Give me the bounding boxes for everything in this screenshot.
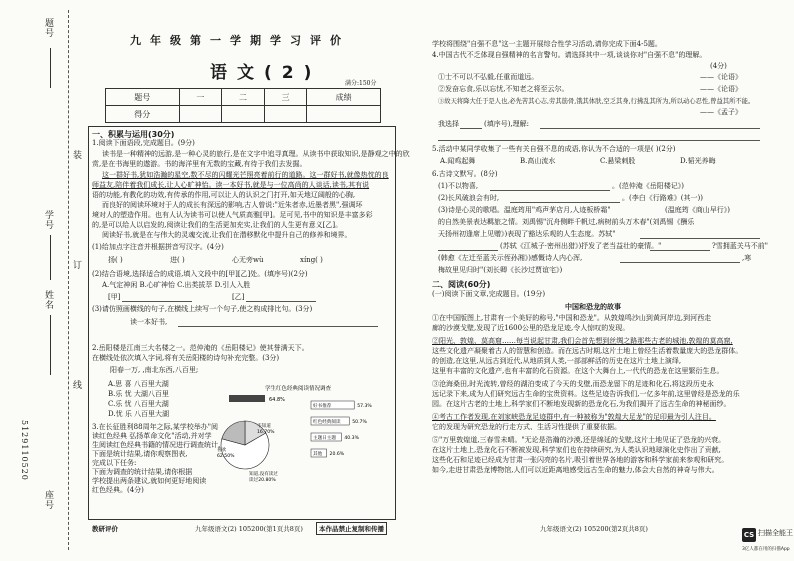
pinyin-item[interactable]: 扬( ) [108, 256, 123, 264]
cut-label-2: 订 [71, 260, 81, 270]
article-line: 如今,走进甘肃恐龙博物馆,人们可以近距离地感受远古生命的魅力,体会大自然的神奇与伟大。 [432, 466, 719, 474]
label-name: 姓名 [43, 290, 53, 310]
q1-3: (3)请仿照画横线的句子,在横线上续写一个句子,使之构成排比句。(3分) [92, 305, 313, 313]
q6-3d2: ?雪拥蓝关马不前" [712, 242, 768, 250]
q3-text: 生阅读红色经典书籍的情况进行调查统计, [92, 441, 221, 449]
pinyin-item[interactable]: 心无旁wù [232, 256, 264, 264]
score-cell[interactable] [307, 106, 381, 123]
score-row-label: 得分 [106, 106, 180, 123]
quote[interactable]: ②发奋忘食,乐以忘忧,不知老之将至云尔。 [438, 85, 569, 93]
chart-top-bar [229, 395, 265, 402]
answer-line[interactable] [246, 301, 316, 302]
q3-text: 学校提出两条建议,就如何更好地阅读 [92, 477, 207, 485]
article-line: 远记录下来,成为人们研究远古生命的宝贵资料。这些足迹告诉我们,一亿多年前,这里曾经是恐龙的乐 [432, 390, 740, 398]
article-line: 这里有丰富的文化遗产,也有丰富的化石资源。在这个大舞台上,一代代的恐龙在这里繁衍生息。 [432, 367, 724, 375]
q2-line2: 在横线处依次填入字词,将有关岳阳楼的诗句补充完整。(3分) [92, 354, 280, 362]
pie-label: 知道,没有读过 [249, 472, 279, 477]
pinyin-item[interactable]: 进( ) [170, 256, 185, 264]
q6-3e2: ,寒 [742, 254, 752, 262]
footer: 九年级语文(2) 105200(第2页共8页) [540, 525, 648, 533]
bar-value-label: 50.7% [352, 420, 367, 425]
q4: 4.中国古代不乏体现自强精神的名言警句。请选择其中一项,谈谈你对"自强不息"的理解。 [432, 51, 707, 59]
part1-heading: 一、积累与运用(30分) [92, 130, 175, 139]
bar-category: 好书推荐 [313, 404, 332, 409]
q1-3-start: 读一本好书, [130, 318, 168, 326]
label-student-id: 学号 [43, 210, 53, 230]
q4-score: (4分) [710, 62, 727, 70]
q2-option[interactable]: C.乐 忧 八百里大湖 [108, 400, 169, 408]
grade-title: 九年级第一学期学习评价 [130, 34, 350, 47]
answer-line[interactable] [460, 128, 482, 129]
q5-option[interactable]: B.高山流水 [520, 157, 556, 165]
q6-3d: (苏轼《江城子·密州出猎》)抒发了老当益壮的豪情。" [500, 242, 662, 250]
bar-category: 其他 [313, 452, 323, 457]
answer-line[interactable] [650, 250, 710, 251]
article-line: ③沧海桑田,时光流转,曾经的湖泊变成了今天的戈壁,而恐龙留下的足迹和化石,将这段历史永 [432, 380, 714, 388]
article-line: 它的发现为研究恐龙的行走方式、生活习性提供了重要依据。 [432, 423, 621, 431]
answer-line[interactable] [640, 238, 760, 239]
quote-source: ——《论语》 [700, 73, 742, 81]
score-table [105, 88, 381, 123]
quote[interactable]: ③故天将降大任于是人也,必先苦其心志,劳其筋骨,饿其体肤,空乏其身,行拂乱其所为,所以动心忍性,曾益其所不能。 [438, 98, 755, 105]
q5: 5.活动中某同学收集了一些有关自强不息的成语,你认为不合适的一项是( )(2分) [432, 145, 676, 153]
passage-line: 语的功能,有教化的功效,有传承的作用,可以让人的认识之门打开,如天地辽阔般的心胸, [92, 191, 356, 199]
score-cell[interactable] [264, 106, 307, 123]
pie-value: 读过20.80% [249, 478, 276, 483]
binding-sidebar [0, 0, 80, 561]
article-line: ②阳光、敦煌、莫高窟……每当说起甘肃,我们会首先想到丝绸之路那些古老的城池,敦煌的莫高窟, [432, 337, 733, 345]
q6: 6.古诗文默写。(8分) [432, 170, 498, 178]
pie-label: 不知道 [257, 424, 271, 429]
part2-sub: (一)阅读下面文章,完成题目。(19分) [432, 290, 546, 298]
pie-value: 62.50% [217, 454, 235, 459]
q1-2: (2)结合语境,选择适合的成语,填入文段中的[甲][乙]处。(填序号)(2分) [92, 270, 308, 278]
quote[interactable]: ①士不可以不弘毅,任重而道远。 [438, 73, 539, 81]
answer-line[interactable] [122, 301, 192, 302]
q6-3f: 梅故里见归时"(刘长卿《长沙过贾谊宅》) [438, 266, 563, 274]
blank-jia[interactable]: [甲] [108, 293, 121, 301]
answer-line[interactable] [490, 190, 610, 191]
score-head: 三 [264, 89, 307, 106]
article-line: 廊的沙漠戈壁,发现了近1600公里的恐龙足迹,令人惊叹的发现。 [432, 324, 630, 332]
q3-text: 3.在长征胜利88周年之际,某学校举办"阅 [92, 423, 219, 431]
q3-text: 下面为调查的统计结果,请你根据 [92, 468, 193, 476]
footer-mid: 九年级语文(2) 105200(第1页共8页) [195, 525, 303, 533]
answer-line[interactable] [438, 140, 760, 141]
q2-couplet: 阳春一万, ,南北东西,八百里; [110, 366, 199, 374]
scan-brand: 扫描全能王 [758, 529, 793, 537]
article-line: 园。在这片古老的土地上,科学家们不断地发现新的恐龙化石,为我们揭开了远古生命的神秘面纱。 [432, 400, 731, 408]
score-head: 题号 [106, 89, 180, 106]
bar-value-label: 40.3% [344, 436, 359, 441]
q6-2-src: 。(李白《行路难》(其一)) [622, 194, 703, 202]
cut-label-1: 装 [71, 150, 81, 160]
article-line: ⑤"万里敦煌道,三春雪未晴。"无论是浩瀚的沙漠,还是绵延的戈壁,这片土地见证了恐龙的兴衰。 [432, 436, 726, 444]
label-seat: 座号 [43, 490, 53, 510]
pie-label: 喜欢 [217, 448, 227, 453]
q3-text: 下面是统计结果,请你观察图表, [92, 450, 188, 458]
q5-option[interactable]: A.闻鸡起舞 [440, 157, 476, 165]
blank-yi[interactable]: [乙] [232, 293, 245, 301]
passage-line: 赏,是在书海里的遨游。书的海洋里有无数的宝藏,有待于我们去发掘。 [92, 160, 307, 168]
q3-text: 完成以下任务: [92, 459, 137, 467]
bar-category: 主题日主题 [313, 436, 336, 441]
cut-line [68, 10, 69, 550]
q6-3a: (3)诗是心灵的歌唱。温庭筠用"鸡声茅店月,人迹板桥霜" [438, 206, 611, 214]
bar-category: 红色经典阅读 [313, 420, 341, 425]
q6-1: (1)不以物喜, [438, 182, 479, 190]
subject-title: 语文(2) [210, 63, 322, 83]
full-score: 满分:150分 [345, 80, 377, 87]
survey-chart [215, 383, 395, 493]
intro: 学校将围绕"自强不息"这一主题开展综合性学习活动,请你完成下面4-5题。 [432, 40, 662, 48]
survey-chart-svg [215, 383, 395, 493]
article-line: ④考古工作者发现,在刘家峡恐龙足迹群中,有一种被称为"敦煌大足龙"的足印最为引人注目。 [432, 413, 716, 421]
cut-label-3: 线 [71, 380, 81, 390]
footer-left: 教研评价 [92, 525, 118, 533]
barcode-number: 5129110520 [20, 420, 29, 481]
article-line: 这些化石和足迹已经成为甘肃一张闪亮的名片,吸引着世界各地的游客和科学家前来参观和研究。 [432, 456, 729, 464]
q1-title: 1.阅读下面语段,完成题目。(9分) [92, 139, 195, 147]
choose-label: 我选择 [438, 120, 459, 128]
quote-source: ——《孟子》 [700, 108, 742, 116]
article-title: 中国和恐龙的故事 [565, 302, 621, 311]
scan-sub: 3亿人都在用的扫描App [742, 547, 790, 552]
answer-line[interactable] [510, 202, 620, 203]
passage-line: 境对人的塑造作用。也有人认为读书可以使人气质高雅[甲]。足可见,书中的知识是丰富多彩 [92, 211, 373, 219]
score-head: 二 [222, 89, 265, 106]
score-head: 成绩 [307, 89, 381, 106]
q5-option[interactable]: D.韬光养晦 [680, 157, 716, 165]
answer-line[interactable] [438, 250, 498, 251]
q3-text: 读红色经典 弘扬革命文化"活动,并对学 [92, 432, 212, 440]
pinyin-item[interactable]: xíng( ) [300, 256, 323, 264]
q2-option[interactable]: B.乐 忧 大湖八百里 [108, 390, 169, 398]
bar-value-label: 20.6% [329, 452, 345, 457]
q6-2: (2)长风破浪会有时, [438, 194, 500, 202]
q5-option[interactable]: C.悬梁刺股 [600, 157, 636, 165]
article-line: 的创造,在这里,从远古到近代,从地质到人类,一部部鲜活的历史在这片土地上演绎, [432, 357, 682, 365]
score-head: 一 [179, 89, 222, 106]
blank-line [50, 235, 51, 280]
choose-mid: (填序号),理解: [484, 120, 530, 128]
footer-right: 本作品禁止复制和传播 [316, 522, 387, 535]
camscanner-logo-icon: CS [742, 528, 756, 542]
passage-line: 读书是一种精神的远游,是一种心灵的旅行,是在文字中追寻真理。从读书中获取知识,是静观之中的欣 [102, 150, 410, 158]
passage-line: 师益友,陪伴着我们成长,让人心旷神怡。读一本好书,就是与一位高尚的人谈话,读书,其有说 [92, 181, 370, 189]
answer-line[interactable] [178, 326, 378, 327]
bar-value-label: 57.3% [357, 404, 372, 409]
passage-line: 的,是可以给人以启发的,阅读让我们的生活更加充实,让我们的人生更有意义[乙]。 [92, 221, 343, 229]
score-cell[interactable] [222, 106, 265, 123]
article-line: 这些文化遗产凝聚着古人的智慧和创造。而在远古时期,这片土地上曾经生活着数量庞大的恐龙群体。 [432, 347, 743, 355]
blank-line [50, 48, 51, 88]
q6-3e: (韩愈《左迁至蓝关示侄孙湘》)感慨诗人内心浑, [438, 254, 583, 262]
score-cell[interactable] [179, 106, 222, 123]
chart-title: 学生红色经典阅读情况调查 [265, 386, 332, 392]
article-line: ①在中国版图上,甘肃有一个美好的称号,"中国和恐龙"。从敦煌鸣沙山到黄河岸边,到河西走 [432, 314, 712, 322]
chart-top-label: 64.8% [269, 397, 285, 403]
q2-line1: 2.岳阳楼是江南三大名楼之一。范仲淹的《岳阳楼记》使其誉满天下。 [92, 344, 309, 352]
passage-line: 阅读好书,就是在与伟大的灵魂交流,让我们在潜移默化中提升自己的修养和境界。 [102, 231, 352, 239]
right-page [400, 0, 794, 561]
q6-1-src: 。(范仲淹《岳阳楼记》) [612, 182, 684, 190]
label-hao: 题号 [43, 18, 53, 38]
part2-heading: 二、阅读(60分) [432, 280, 491, 289]
q2-option[interactable]: D.忧 乐 八百里大湖 [108, 410, 170, 418]
article-line: 在这片土地上,恐龙化石不断被发现,科学家们也在持续研究,为人类认识地球演化史作出了贡献, [432, 446, 721, 454]
blank-line [50, 315, 51, 375]
q6-3b: 的自然美景表达羁旅之情。刘禹锡"沉舟侧畔千帆过,病树前头万木春"(刘禹锡《酬乐 [438, 218, 695, 226]
passage-line: 这一群好书,犹如浩瀚的星空,数不尽的闪耀光芒照亮着前行的道路。这一群好书,就像热忱的良 [102, 171, 389, 179]
answer-line[interactable] [540, 128, 760, 129]
passage-line: 而良好的阅读环境对于人的成长有深远的影响,古人曾说:"近朱者赤,近墨者黑",强调环 [102, 201, 363, 209]
idiom-options: A.气定神闲 B.心旷神怡 C.出类拔萃 D.引人入胜 [102, 281, 251, 289]
quote-source: ——《论语》 [700, 85, 742, 93]
q6-3c: 天扬州初逢席上见赠》)表现了豁达乐观的人生态度。苏轼" [438, 230, 616, 238]
pie-value: 16.70% [257, 430, 275, 435]
q3-text: 红色经典。(4分) [92, 486, 144, 494]
q1-1: (1)给加点字注音并根据拼音写汉字。(4分) [92, 243, 224, 251]
q6-3a-src: (温庭筠《商山早行》) [665, 206, 730, 214]
q2-option[interactable]: A.思 喜 八百里大湖 [108, 380, 169, 388]
answer-line[interactable] [620, 262, 740, 263]
